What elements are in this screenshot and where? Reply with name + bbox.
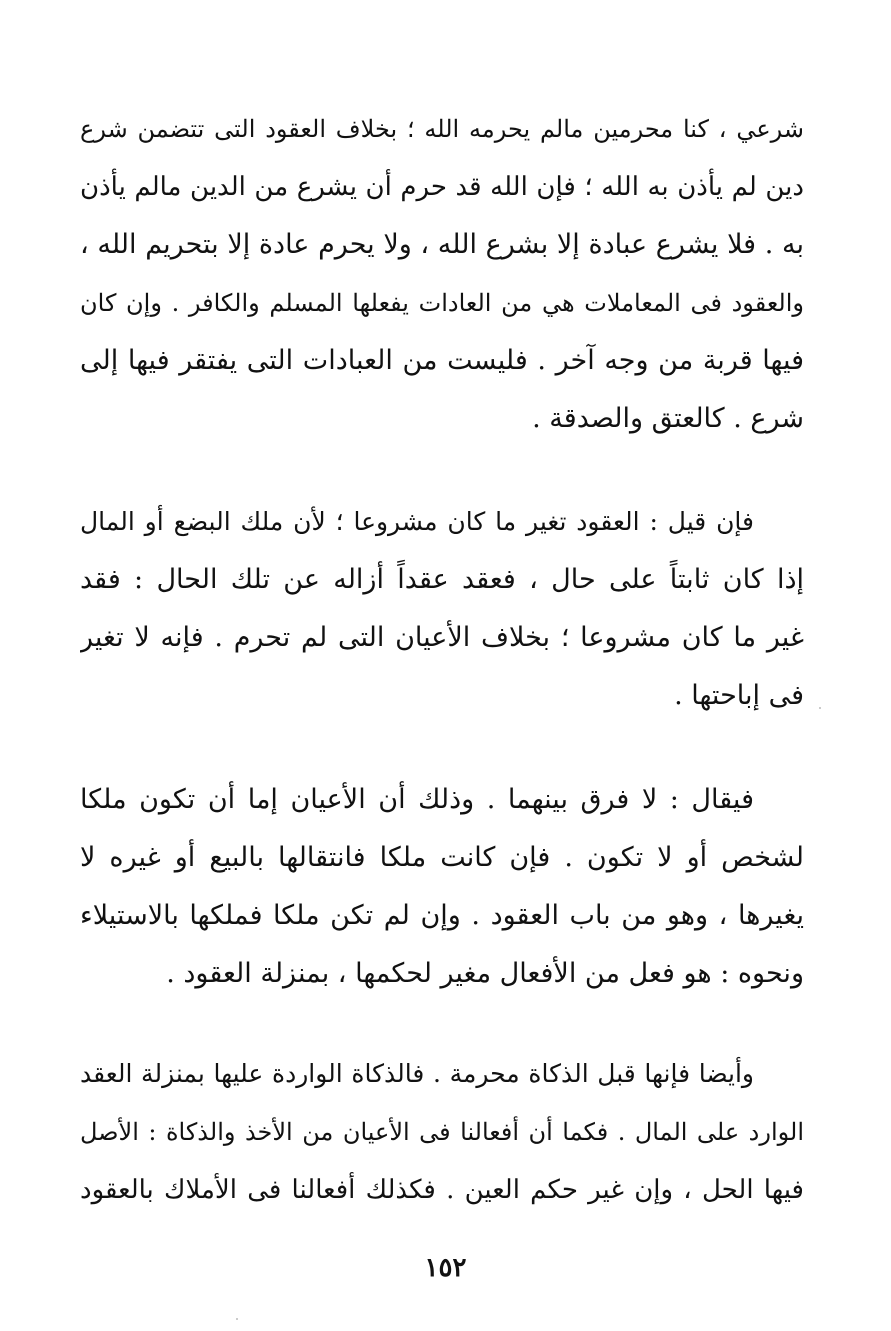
text-line: فيها قربة من وجه آخر . فليست من العبادات التى يفتقر فيها إلى <box>80 345 804 376</box>
page-number: ١٥٢ <box>424 1253 467 1283</box>
text-line: فإن قيل : العقود تغير ما كان مشروعا ؛ لأن ملك البضع أو المال <box>80 507 754 536</box>
text-line: فيقال : لا فرق بينهما . وذلك أن الأعيان إما أن تكون ملكا <box>80 784 754 815</box>
scan-speck <box>819 707 821 709</box>
scan-speck <box>236 1318 238 1320</box>
text-line: وأيضا فإنها قبل الذكاة محرمة . فالذكاة الواردة عليها بمنزلة العقد <box>80 1059 754 1088</box>
text-line: يغيرها ، وهو من باب العقود . وإن لم تكن ملكا فملكها بالاستيلاء <box>80 900 804 931</box>
paragraph-4 <box>80 1045 804 1219</box>
text-line: والعقود فى المعاملات هي من العادات يفعلها المسلم والكافر . وإن كان <box>80 289 804 317</box>
text-line: به . فلا يشرع عبادة إلا بشرع الله ، ولا يحرم عادة إلا بتحريم الله ، <box>80 229 804 260</box>
text-line: إذا كان ثابتاً على حال ، فعقد عقداً أزاله عن تلك الحال : فقد <box>80 564 804 595</box>
text-line: الوارد على المال . فكما أن أفعالنا فى الأعيان من الأخذ والذكاة : الأصل <box>80 1118 804 1146</box>
paragraph-2 <box>80 493 804 725</box>
text-line: لشخص أو لا تكون . فإن كانت ملكا فانتقالها بالبيع أو غيره لا <box>80 842 804 873</box>
text-line: شرعي ، كنا محرمين مالم يحرمه الله ؛ بخلاف العقود التى تتضمن شرع <box>80 115 804 143</box>
paragraph-1 <box>80 100 804 448</box>
text-line: ونحوه : هو فعل من الأفعال مغير لحكمها ، بمنزلة العقود . <box>166 958 804 989</box>
text-line: شرع . كالعتق والصدقة . <box>532 403 804 434</box>
text-line: فيها الحل ، وإن غير حكم العين . فكذلك أفعالنا فى الأملاك بالعقود <box>80 1175 804 1205</box>
text-line: غير ما كان مشروعا ؛ بخلاف الأعيان التى لم تحرم . فإنه لا تغير <box>80 622 804 653</box>
paragraph-3 <box>80 771 804 1003</box>
text-line: دين لم يأذن به الله ؛ فإن الله قد حرم أن يشرع من الدين مالم يأذن <box>80 172 804 202</box>
text-line: فى إباحتها . <box>674 680 804 711</box>
